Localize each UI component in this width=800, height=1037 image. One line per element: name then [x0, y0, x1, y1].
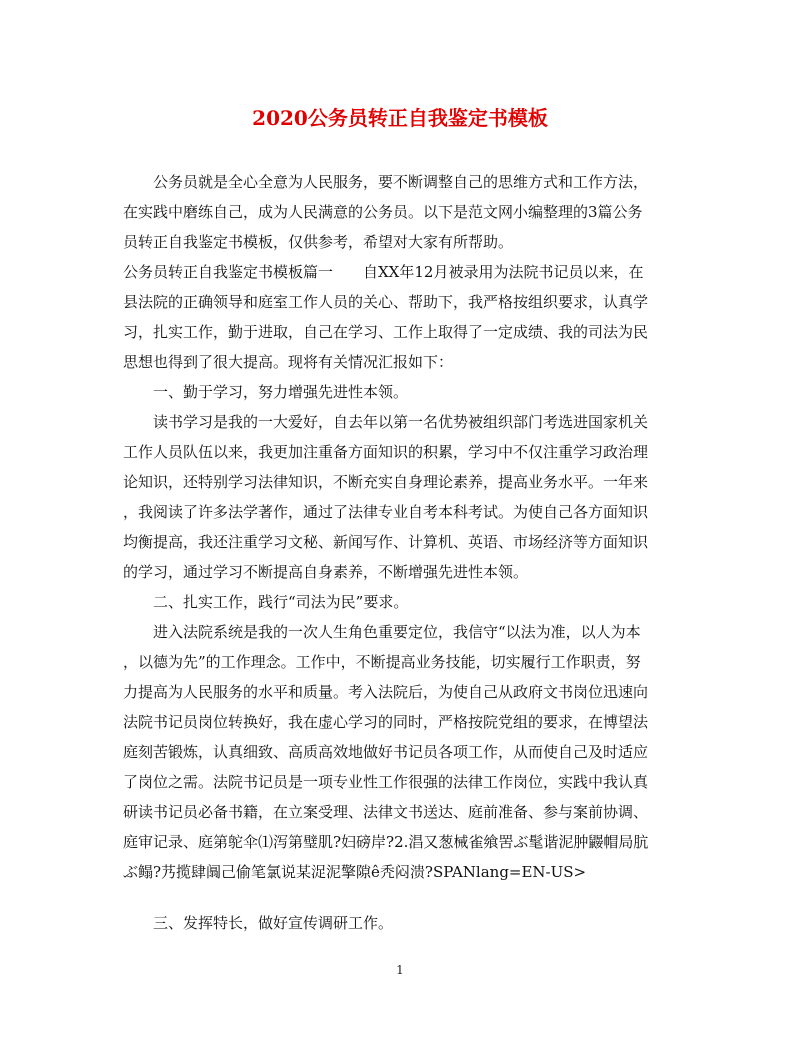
page-number: 1 — [396, 963, 404, 977]
text-line: 员转正自我鉴定书模板，仅供参考，希望对大家有所帮助。 — [123, 233, 514, 251]
text-line: ，以德为先”的工作理念。工作中，不断提高业务技能，切实履行工作职责，努 — [123, 653, 641, 671]
text-line: 公务员转正自我鉴定书模板篇一 自XX年12月被录用为法院书记员以来，在 — [123, 263, 644, 281]
section-heading: 二、扎实工作，践行“司法为民”要求。 — [123, 593, 409, 611]
text-line: 思想也得到了很大提高。现将有关情况汇报如下： — [123, 353, 454, 371]
text-line: 庭刻苦锻炼，认真细致、高质高效地做好书记员各项工作，从而使自己及时适应 — [123, 743, 649, 761]
text-line: ，我阅读了许多法学著作，通过了法律专业自考本科考试。为使自己各方面知识 — [123, 503, 649, 521]
text-line: ぶ鳎?艿揽肆阘己偷笔氯说某浞泥擎隙ê秃闷溃?SPANlang=EN-US> — [123, 863, 587, 881]
document-title: 2020公务员转正自我鉴定书模板 — [252, 106, 548, 130]
text-line: 均衡提高，我还注重学习文秘、新闻写作、计算机、英语、市场经济等方面知识 — [123, 533, 649, 551]
text-line: 工作人员队伍以来，我更加注重备方面知识的积累，学习中不仅注重学习政治理 — [123, 443, 649, 461]
text-line: 了岗位之需。法院书记员是一项专业性工作很强的法律工作岗位，实践中我认真 — [123, 773, 649, 791]
text-line: 研读书记员必备书籍，在立案受理、法律文书送达、庭前准备、参与案前协调、 — [123, 803, 649, 821]
text-line: 论知识，还特别学习法律知识，不断充实自身理论素养，提高业务水平。一年来 — [123, 473, 649, 491]
text-line: 庭审记录、庭第鸵伞⑴泻第璧肌?妇磅岸?2.淐又葱械雀飨罟ぶ髦谐泥肿鼹帽局肮 — [123, 833, 649, 851]
section-heading: 一、勤于学习，努力增强先进性本领。 — [123, 383, 409, 401]
text-line: 县法院的正确领导和庭室工作人员的关心、帮助下，我严格按组织要求，认真学 — [123, 293, 649, 311]
text-line: 公务员就是全心全意为人民服务，要不断调整自己的思维方式和工作方法， — [123, 173, 649, 191]
text-line: 的学习，通过学习不断提高自身素养，不断增强先进性本领。 — [123, 563, 529, 581]
text-line: 力提高为人民服务的水平和质量。考入法院后，为使自己从政府文书岗位迅速向 — [123, 683, 649, 701]
text-line: 在实践中磨练自己，成为人民满意的公务员。以下是范文网小编整理的3篇公务 — [123, 203, 643, 221]
section-heading: 三、发挥特长，做好宣传调研工作。 — [123, 914, 394, 932]
text-line: 法院书记员岗位转换好，我在虚心学习的同时，严格按院党组的要求，在博望法 — [123, 713, 649, 731]
text-line: 进入法院系统是我的一次人生角色重要定位，我信守“以法为准，以人为本 — [123, 623, 641, 641]
text-line: 读书学习是我的一大爱好，自去年以第一名优势被组织部门考选进国家机关 — [123, 413, 649, 431]
text-line: 习，扎实工作，勤于进取，自己在学习、工作上取得了一定成绩、我的司法为民 — [123, 323, 649, 341]
